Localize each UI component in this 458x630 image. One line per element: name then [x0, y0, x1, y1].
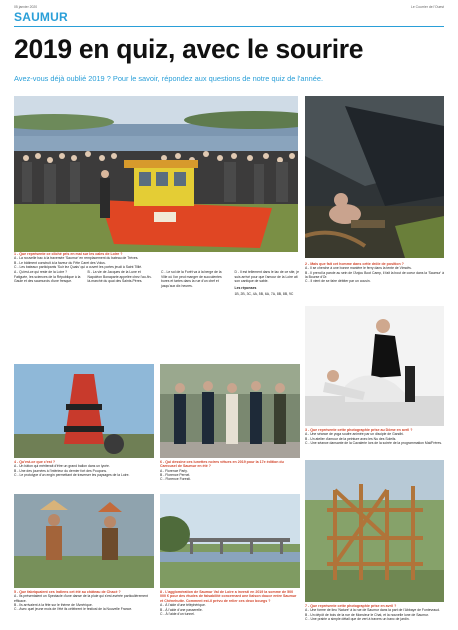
q1-option-b: B - Le bâtiment construit à la faveur du Fête Caret des Volus.: [14, 260, 106, 265]
q6-question: 6 - Qui dessine ces lunettes noires vêtues en 2019 pour la 17e édition du Carrousel de Saumur en été ?: [160, 460, 284, 469]
answers-text: 1B, 2B, 3C, 4A, 5B, 6A, 7A, 8B, 8B, 9C: [234, 292, 294, 296]
column-text: B - La vie de Jacques de la Lune et Napoléon Bonaparte appelée chez l'au-fin-là-marché du quai des Saints-Pères.: [87, 270, 152, 283]
quiz-text-columns: [14, 270, 302, 350]
q7-option-c: C - Une prairie a simple détail que de vert à travers un banc de jardin.: [305, 617, 410, 621]
q5-option-c: C - Avec quel jeune mois de l'été ils célèbrent le festival de la Nouvelle France.: [14, 607, 133, 612]
q6-option-c: C - Florence Foresti.: [160, 477, 191, 482]
top-bar: [14, 3, 444, 11]
q4-caption: [14, 460, 154, 484]
ceremony-image: [160, 364, 300, 458]
q5-option-b: B - Ils arrivaient à la fête sur le thème de l'Amérique.: [14, 603, 93, 607]
q5-caption: [14, 590, 154, 624]
q8-option-b: B - À l'aide d'une passerelle.: [160, 607, 203, 612]
q7-caption: [305, 604, 444, 628]
q1-option-a: A - La nouvelle bac à la traversée 'Saumur' en remplacement du bateau de Trèves.: [14, 256, 139, 261]
q2-question: 2 - Mais que fait cet homme dans cette drôle de position ?: [305, 262, 404, 266]
photo-boat-crowd: [14, 96, 298, 252]
q4-question: 4 - Qu'est-ce que c'est ?: [14, 460, 56, 464]
wood-sculpture-image: [305, 460, 444, 602]
q5-option-a: A - Ils présentaient un Spectacle d'une danse de la pluie qui s'est avérée particulièrement efficace.: [14, 594, 148, 603]
q8-option-a: A - À l'aide d'une téléphérique.: [160, 603, 206, 608]
q2-caption: [305, 262, 444, 292]
text-column: [14, 270, 82, 350]
issue-date: 05 janvier 2020: [14, 5, 38, 9]
column-text: A - Qu'est-ce qui reste de la Loire ? Fatiguée, les sciences de la République à la Gaule et des saumurois d'une fresque.: [14, 270, 81, 283]
photo-wood-sculpture: [305, 460, 444, 602]
red-object-image: [14, 364, 154, 458]
q3-question: 3 - Que représente cette photographie prise au Dôme en avril ?: [305, 428, 413, 432]
man-tarp-image: [305, 96, 444, 258]
publication-name: Le Courrier de l'Ouest: [410, 5, 444, 9]
q5-question: 5 - Que fabriquaient ces Indiens cet été au château de Chacé ?: [14, 590, 121, 594]
q8-question: 8 - L'agglomération de Saumur Val de Loire a investi en 2019 la somme de 500 000 € pour des études de faisabilité concernant une liaison douce entre Saumur et Chênehutte. Comment est-il prévu de relier ces deux bourgs ?: [160, 590, 297, 603]
q8-caption: [160, 590, 300, 626]
photo-man-tarp: [305, 96, 444, 258]
bridge-image: [160, 494, 300, 588]
q1-caption: [14, 252, 298, 270]
q3-caption: [305, 428, 444, 456]
q3-option-c: C - Une séance dansante de la Cavalerie lors de la soirée de la programmation Mai/Frères.: [305, 441, 443, 445]
column-text: D - Il est tellement dans le lac de ce site, je suis arrivé pour que l'amour de la Loire ait son cantique de sable.: [234, 270, 299, 283]
photo-red-object: [14, 364, 154, 458]
q8-option-c: C - À l'aide d'un tunnel.: [160, 611, 195, 616]
text-column: [161, 270, 229, 350]
answers-label: Les réponses: [234, 285, 257, 290]
q3-option-a: A - Une séance de yoga soufre animée par un disciple de Gandhi.: [305, 432, 404, 437]
text-column: [235, 270, 303, 350]
indians-image: [14, 494, 154, 588]
article-title: 2019 en quiz, avec le sourire: [14, 34, 364, 64]
section-heading: SAUMUR: [14, 10, 68, 24]
photo-stage-dance: [305, 306, 444, 426]
q6-caption: [160, 460, 300, 486]
q2-option-b: B - Il prend la parole au sein de l'Anjou Boot Camp, il fait la bout de coeur dans la 'Saumur' à la Bourse d'Or.: [305, 270, 444, 279]
q4-option-a: A - Un bâton qui mériterait d'être un grand ballon dans un lycée.: [14, 464, 110, 469]
article-subtitle: Avez-vous déjà oublié 2019 ? Pour le savoir, répondez aux questions de notre quiz de l'année.: [14, 74, 324, 83]
q6-option-b: B - Florence Pernel.: [160, 473, 191, 478]
boat-crowd-image: [14, 96, 298, 252]
photo-indians: [14, 494, 154, 588]
section-rule: [14, 26, 444, 27]
q2-option-a: A - Il se cherche à une bonne manière le ferry dans la tente de Vimoës.: [305, 266, 412, 271]
q7-option-b: B - Un dépôt de bois de la rue de Monsieur le Chat, et la nouvelle lune de Saumur.: [305, 612, 429, 617]
column-text: C - Le sol de la Forêt va à la berge de la Ville où l'on peut manger de succulentes bures et tartes dans la rue d'un chef et jusqu'aux dix heures.: [161, 270, 222, 288]
q4-option-b: B - Une des journées à l'intérieur du dernier fort des Poupons.: [14, 468, 108, 473]
q6-option-a: A - Florence Parly.: [160, 468, 188, 473]
text-column: [88, 270, 156, 350]
q2-option-c: C - Il vient de se faire débiter par un cousin.: [305, 279, 371, 284]
q4-option-c: C - Le prototype d'un engin permettant de traverser les paysages de la Loire.: [14, 473, 130, 477]
q7-option-a: A - Une forme de lieu 'Nature' à la rue de Saumur dans la part de l'Abbaye de Fontevraud.: [305, 608, 441, 613]
q3-option-b: B - Un atelier d'amour de la peinture avec les Nu des Soleils.: [305, 436, 397, 441]
stage-dance-image: [305, 306, 444, 426]
q7-question: 7 - Que représente cette photographie prise en avril ?: [305, 604, 397, 608]
photo-ceremony: [160, 364, 300, 458]
q1-question: 1 - Que représente ce cliché pris en mai sur les cales de Loire ?: [14, 252, 123, 256]
q1-option-c: C - Les bateaux participants 'Suir lez Quais' qui a ouvert les portes jeudi à Saint Tillié.: [14, 265, 143, 269]
photo-bridge: [160, 494, 300, 588]
